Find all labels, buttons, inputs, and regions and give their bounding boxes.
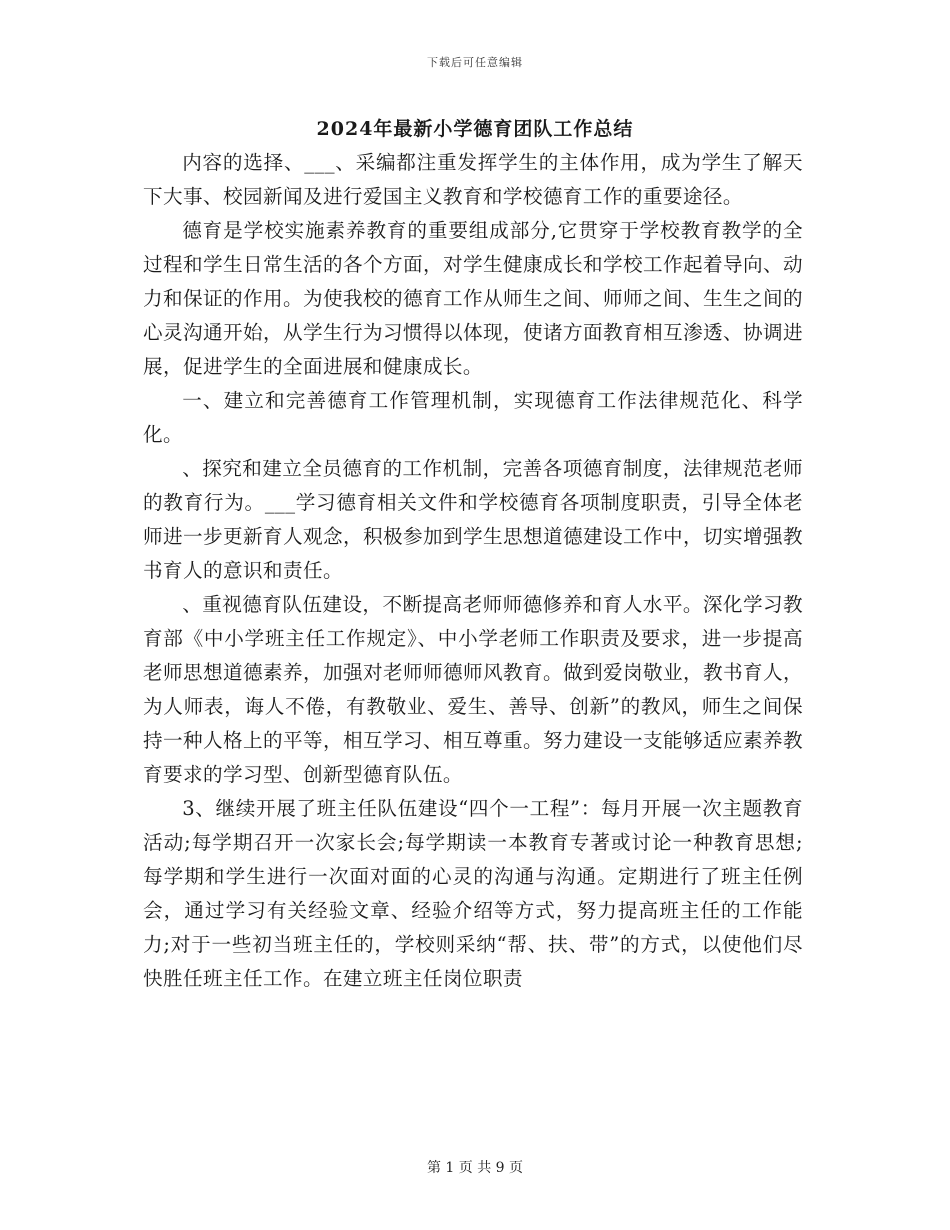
document-title: 2024年最新小学德育团队工作总结: [316, 118, 634, 140]
paragraph-4: 、探究和建立全员德育的工作机制，完善各项德育制度，法律规范老师的教育行为。___学习德育相关文件和学校德育各项制度职责，引导全体老师进一步更新育人观念，积极参加到学生思想道德建设工作中，切实增强教书育人的意识和责任。: [143, 457, 803, 582]
paragraph-1: 内容的选择、___、采编都注重发挥学生的主体作用，成为学生了解天下大事、校园新闻及进行爱国主义教育和学校德育工作的重要途径。: [143, 151, 803, 208]
paragraph-3: 一、建立和完善德育工作管理机制，实现德育工作法律规范化、科学化。: [143, 389, 803, 446]
paragraph-2: 德育是学校实施素养教育的重要组成部分,它贯穿于学校教育教学的全过程和学生日常生活的各个方面，对学生健康成长和学校工作起着导向、动力和保证的作用。为使我校的德育工作从师生之间、师师之间、生生之间的心灵沟通开始，从学生行为习惯得以体现，使诸方面教育相互渗透、协调进展，促进学生的全面进展和健康成长。: [143, 219, 803, 378]
paragraph-6: 3、继续开展了班主任队伍建设“四个一工程”：每月开展一次主题教育活动;每学期召开一次家长会;每学期读一本教育专著或讨论一种教育思想;每学期和学生进行一次面对面的心灵的沟通与沟通。定期进行了班主任例会，通过学习有关经验文章、经验介绍等方式，努力提高班主任的工作能力;对于一些初当班主任的，学校则采纳“帮、扶、带”的方式，以使他们尽快胜任班主任工作。在建立班主任岗位职责: [143, 797, 803, 990]
document-body: [143, 146, 803, 996]
page-number: 第 1 页 共 9 页: [426, 1160, 524, 1176]
paragraph-5: 、重视德育队伍建设，不断提高老师师德修养和育人水平。深化学习教育部《中小学班主任工作规定》、中小学老师工作职责及要求，进一步提高老师思想道德素养，加强对老师师德师风教育。做到爱岗敬业，教书育人，为人师表，诲人不倦，有教敬业、爱生、善导、创新”的教风，师生之间保持一种人格上的平等，相互学习、相互尊重。努力建设一支能够适应素养教育要求的学习型、创新型德育队伍。: [143, 593, 803, 786]
header-note: 下载后可任意编辑: [427, 56, 523, 69]
